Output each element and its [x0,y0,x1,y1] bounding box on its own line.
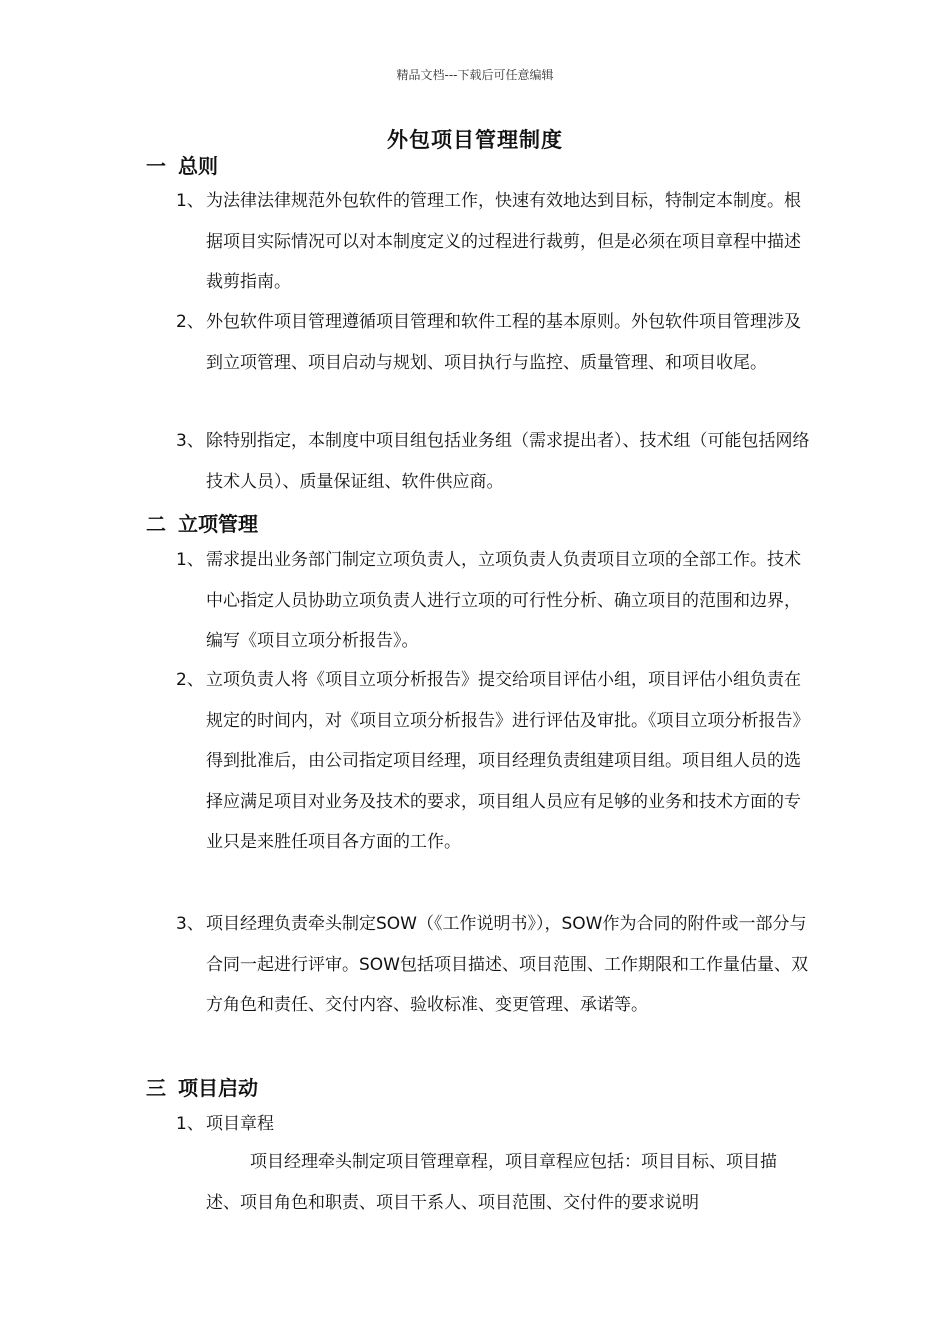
list-item-index: 1、 [176,191,204,211]
section-number: 三 [146,1076,166,1100]
section-title: 总则 [178,154,218,178]
list-item-index: 2、 [176,312,204,332]
list-item-index: 1、 [176,550,204,570]
section-heading-2 [146,508,258,537]
list-item-index: 3、 [176,431,204,451]
list-item-text: 为法律法律规范外包软件的管理工作，快速有效地达到目标，特制定本制度。根据项目实际情况可以对本制度定义的过程进行裁剪，但是必须在项目章程中描述裁剪指南。 [206,191,801,292]
list-item [176,904,816,1026]
document-title: 外包项目管理制度 [387,128,563,152]
section-number: 二 [146,512,166,536]
section-number: 一 [146,154,166,178]
list-item [176,1104,816,1145]
body-paragraph: 项目经理牵头制定项目管理章程，项目章程应包括：项目目标、项目描述、项目角色和职责、项目干系人、项目范围、交付件的要求说明 [206,1152,777,1213]
list-item [176,540,816,662]
list-item-text: 需求提出业务部门制定立项负责人，立项负责人负责项目立项的全部工作。技术中心指定人员协助立项负责人进行立项的可行性分析、确立项目的范围和边界，编写《项目立项分析报告》。 [206,550,801,651]
section-heading-1 [146,150,218,179]
list-item [176,181,816,303]
list-item [176,302,816,383]
list-item-index: 2、 [176,670,204,690]
list-item [176,660,816,863]
list-item-index: 1、 [176,1114,204,1134]
list-item-index: 3、 [176,914,204,934]
section-title: 项目启动 [178,1076,258,1100]
header-note: 精品文档---下载后可任意编辑 [396,68,554,82]
list-item-text: 项目经理负责牵头制定SOW（《工作说明书》），SOW作为合同的附件或一部分与合同一起进行评审。SOW包括项目描述、项目范围、工作期限和工作量估量、双方角色和责任、交付内容、验收标准、变更管理、承诺等。 [206,914,808,1015]
section-heading-3 [146,1072,258,1101]
list-item-text: 除特别指定，本制度中项目组包括业务组（需求提出者）、技术组（可能包括网络技术人员）、质量保证组、软件供应商。 [206,431,810,492]
list-item-text: 项目章程 [206,1114,274,1134]
section-title: 立项管理 [178,512,258,536]
list-item-text: 立项负责人将《项目立项分析报告》提交给项目评估小组，项目评估小组负责在规定的时间内，对《项目立项分析报告》进行评估及审批。《项目立项分析报告》得到批准后，由公司指定项目经理，项目经理负责组建项目组。项目组人员的选择应满足项目对业务及技术的要求，项目组人员应有足够的业务和技术方面的专业只是来胜任项目各方面的工作。 [206,670,810,852]
list-item [176,421,816,502]
list-item-text: 外包软件项目管理遵循项目管理和软件工程的基本原则。外包软件项目管理涉及到立项管理、项目启动与规划、项目执行与监控、质量管理、和项目收尾。 [206,312,801,373]
